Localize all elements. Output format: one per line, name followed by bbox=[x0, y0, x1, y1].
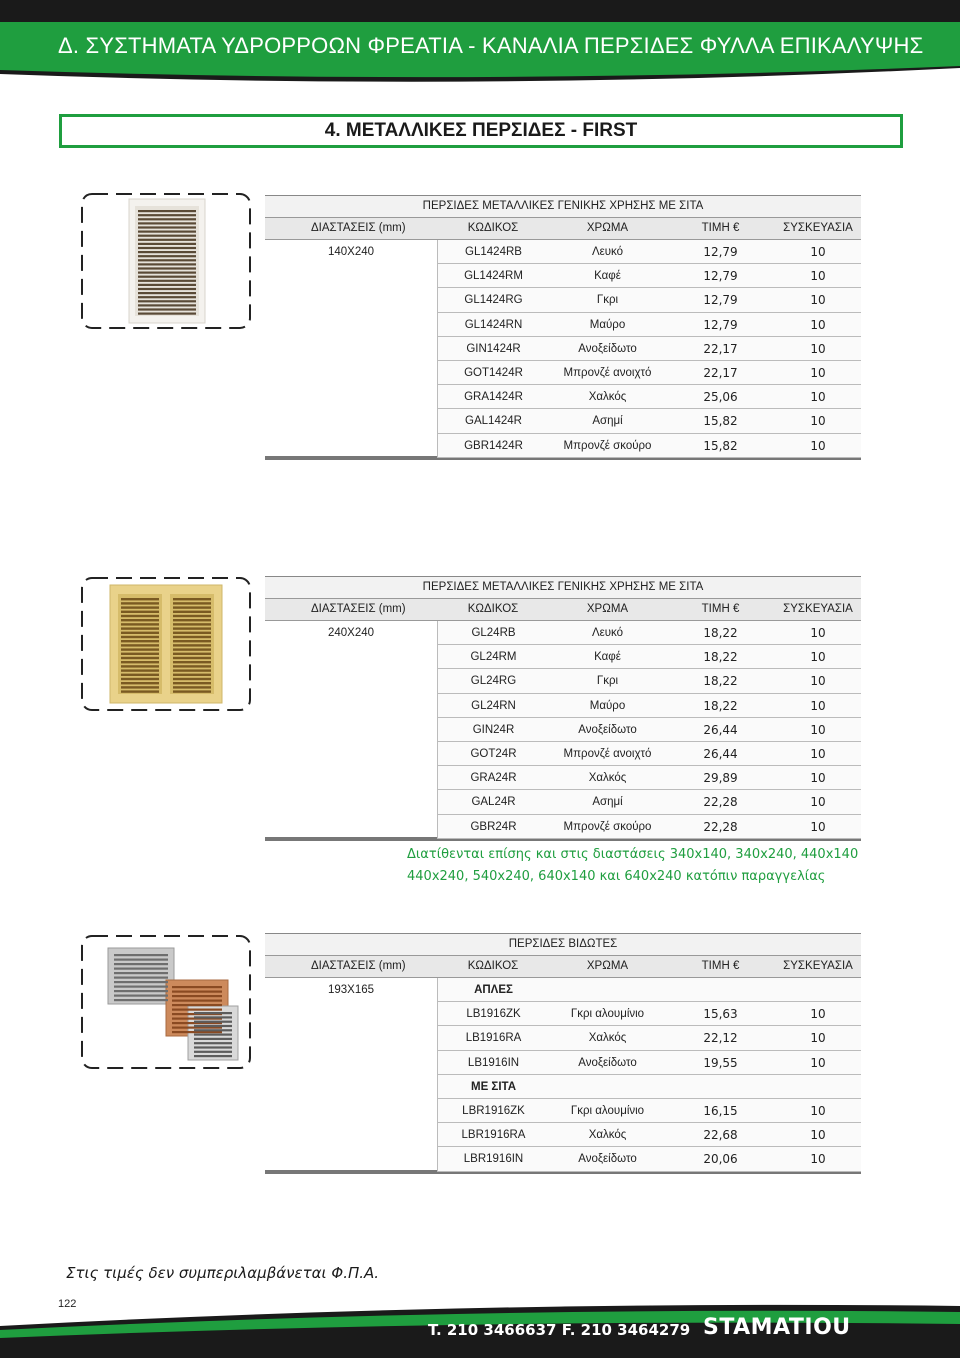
cell-dimensions: 193X165 bbox=[327, 984, 375, 996]
cell-pack: 10 bbox=[775, 815, 861, 839]
cell-pack: 10 bbox=[775, 313, 861, 337]
cell-price: 22,17 bbox=[666, 337, 775, 361]
cell-dimensions bbox=[265, 337, 437, 361]
cell-dimensions bbox=[265, 1002, 437, 1026]
cell-color: Χαλκός bbox=[549, 766, 666, 790]
table-row bbox=[265, 1051, 861, 1075]
table-row bbox=[265, 978, 861, 1002]
cell-pack: 10 bbox=[775, 694, 861, 718]
cell-color: Μπρονζέ σκούρο bbox=[549, 434, 666, 458]
cell-pack: 10 bbox=[775, 621, 861, 645]
col-dimensions: ΔΙΑΣΤΑΣΕΙΣ (mm) bbox=[311, 960, 406, 972]
cell-code: GL1424RG bbox=[437, 288, 549, 312]
cell-dimensions bbox=[265, 1051, 437, 1075]
cell-code: GBR24R bbox=[437, 815, 549, 839]
col-pack: ΣΥΣΚΕΥΑΣΙΑ bbox=[783, 603, 853, 615]
cell-pack bbox=[775, 978, 861, 1002]
table-row bbox=[265, 766, 861, 790]
col-color: ΧΡΩΜΑ bbox=[586, 960, 629, 972]
cell-pack: 10 bbox=[775, 361, 861, 385]
cell-price: 19,55 bbox=[666, 1051, 775, 1075]
cell-color: Γκρι αλουμίνιο bbox=[549, 1099, 666, 1123]
cell-price: 20,06 bbox=[666, 1147, 775, 1171]
cell-dimensions bbox=[265, 790, 437, 814]
col-dimensions: ΔΙΑΣΤΑΣΕΙΣ (mm) bbox=[311, 603, 406, 615]
cell-price: 15,82 bbox=[666, 434, 775, 458]
cell-pack: 10 bbox=[775, 288, 861, 312]
col-code: ΚΩΔΙΚΟΣ bbox=[467, 960, 519, 972]
col-pack: ΣΥΣΚΕΥΑΣΙΑ bbox=[783, 960, 853, 972]
cell-code: GL1424RB bbox=[437, 240, 549, 264]
table-caption: ΠΕΡΣΙΔΕΣ ΜΕΤΑΛΛΙΚΕΣ ΓΕΝΙΚΗΣ ΧΡΗΣΗΣ ΜΕ ΣΙΤΑ bbox=[265, 195, 861, 218]
cell-color: Ασημί bbox=[549, 790, 666, 814]
table-row bbox=[265, 1123, 861, 1147]
col-code: ΚΩΔΙΚΟΣ bbox=[467, 603, 519, 615]
cell-color: Χαλκός bbox=[549, 1123, 666, 1147]
cell-color: Μπρονζέ ανοιχτό bbox=[549, 742, 666, 766]
cell-color: Μπρονζέ σκούρο bbox=[549, 815, 666, 839]
cell-price: 12,79 bbox=[666, 240, 775, 264]
cell-color: Καφέ bbox=[549, 645, 666, 669]
cell-code: GL24RG bbox=[437, 669, 549, 693]
cell-pack bbox=[775, 1075, 861, 1099]
cell-dimensions bbox=[265, 1147, 437, 1171]
cell-code: GL1424RM bbox=[437, 264, 549, 288]
table-row bbox=[265, 313, 861, 337]
cell-dimensions bbox=[265, 694, 437, 718]
cell-price: 26,44 bbox=[666, 742, 775, 766]
cell-code: LBR1916RA bbox=[437, 1123, 549, 1147]
cell-code: GBR1424R bbox=[437, 434, 549, 458]
cell-dimensions bbox=[265, 409, 437, 433]
cell-pack: 10 bbox=[775, 409, 861, 433]
page-footer bbox=[0, 1292, 960, 1358]
col-code: ΚΩΔΙΚΟΣ bbox=[467, 222, 519, 234]
table-row bbox=[265, 1075, 861, 1099]
cell-code: GIN24R bbox=[437, 718, 549, 742]
table-row bbox=[265, 694, 861, 718]
cell-price: 12,79 bbox=[666, 288, 775, 312]
cell-dimensions bbox=[265, 742, 437, 766]
cell-dimensions bbox=[265, 766, 437, 790]
cell-price: 12,79 bbox=[666, 264, 775, 288]
cell-pack: 10 bbox=[775, 434, 861, 458]
col-price: ΤΙΜΗ € bbox=[701, 222, 740, 234]
cell-color: Καφέ bbox=[549, 264, 666, 288]
col-color: ΧΡΩΜΑ bbox=[586, 222, 629, 234]
page-header bbox=[0, 0, 960, 95]
table-row bbox=[265, 815, 861, 841]
cell-pack: 10 bbox=[775, 1002, 861, 1026]
contact-phones: T. 210 3466637 F. 210 3464279 bbox=[428, 1321, 691, 1339]
cell-dimensions bbox=[265, 361, 437, 385]
col-dimensions: ΔΙΑΣΤΑΣΕΙΣ (mm) bbox=[311, 222, 406, 234]
cell-dimensions: 240X240 bbox=[327, 627, 375, 639]
cell-dimensions bbox=[265, 1075, 437, 1099]
vat-note: Στις τιμές δεν συμπεριλαμβάνεται Φ.Π.Α. bbox=[66, 1264, 380, 1282]
section-title: 4. ΜΕΤΑΛΛΙΚΕΣ ΠΕΡΣΙΔΕΣ - FIRST bbox=[59, 114, 903, 148]
cell-code: GL24RB bbox=[437, 621, 549, 645]
col-color: ΧΡΩΜΑ bbox=[586, 603, 629, 615]
table-row bbox=[265, 645, 861, 669]
cell-dimensions bbox=[265, 645, 437, 669]
cell-color: Ανοξείδωτο bbox=[549, 718, 666, 742]
cell-price: 22,17 bbox=[666, 361, 775, 385]
table-row bbox=[265, 669, 861, 693]
cell-code: LBR1916IN bbox=[437, 1147, 549, 1171]
cell-dimensions bbox=[265, 313, 437, 337]
cell-color: Γκρι αλουμίνιο bbox=[549, 1002, 666, 1026]
table-screw-louvers bbox=[265, 933, 861, 1174]
cell-code: GL24RN bbox=[437, 694, 549, 718]
cell-pack: 10 bbox=[775, 790, 861, 814]
cell-price: 16,15 bbox=[666, 1099, 775, 1123]
cell-price: 12,79 bbox=[666, 313, 775, 337]
cell-dimensions bbox=[265, 718, 437, 742]
table-row bbox=[265, 288, 861, 312]
cell-code: GAL1424R bbox=[437, 409, 549, 433]
table-header-row bbox=[265, 956, 861, 978]
cell-pack: 10 bbox=[775, 1099, 861, 1123]
cell-price: 18,22 bbox=[666, 621, 775, 645]
col-pack: ΣΥΣΚΕΥΑΣΙΑ bbox=[783, 222, 853, 234]
cell-dimensions bbox=[265, 434, 437, 458]
cell-price: 22,28 bbox=[666, 790, 775, 814]
table-row bbox=[265, 264, 861, 288]
cell-pack: 10 bbox=[775, 1147, 861, 1171]
cell-dimensions bbox=[265, 1026, 437, 1050]
cell-color: Λευκό bbox=[549, 621, 666, 645]
table-row bbox=[265, 718, 861, 742]
table-row bbox=[265, 337, 861, 361]
table-row bbox=[265, 434, 861, 460]
chapter-title: Δ. ΣΥΣΤΗΜΑΤΑ ΥΔΡΟΡΡΟΩΝ ΦΡΕΑΤΙΑ - ΚΑΝΑΛΙΑ ΠΕΡΣΙΔΕΣ ΦΥΛΛΑ ΕΠΙΚΑΛΥΨΗΣ bbox=[58, 33, 924, 58]
cell-color: Ανοξείδωτο bbox=[549, 337, 666, 361]
cell-code: GL1424RN bbox=[437, 313, 549, 337]
cell-pack: 10 bbox=[775, 669, 861, 693]
cell-dimensions bbox=[265, 669, 437, 693]
cell-code: GIN1424R bbox=[437, 337, 549, 361]
table-row bbox=[265, 385, 861, 409]
cell-color: Μαύρο bbox=[549, 694, 666, 718]
table-general-louvers-140x240 bbox=[265, 195, 861, 460]
cell-color: Γκρι bbox=[549, 288, 666, 312]
cell-code: GRA1424R bbox=[437, 385, 549, 409]
cell-code: GL24RM bbox=[437, 645, 549, 669]
cell-code: GOT1424R bbox=[437, 361, 549, 385]
cell-pack: 10 bbox=[775, 645, 861, 669]
availability-note bbox=[407, 844, 887, 888]
table-row bbox=[265, 240, 861, 264]
cell-dimensions bbox=[265, 815, 437, 839]
cell-color bbox=[549, 1075, 666, 1099]
cell-pack: 10 bbox=[775, 1026, 861, 1050]
cell-color: Ανοξείδωτο bbox=[549, 1147, 666, 1171]
cell-dimensions: 140X240 bbox=[327, 246, 375, 258]
cell-price: 18,22 bbox=[666, 694, 775, 718]
screw-louvers-image bbox=[80, 934, 252, 1070]
availability-line-2: 440x240, 540x240, 640x140 και 640x240 κατόπιν παραγγελίας bbox=[407, 869, 826, 884]
cell-price: 22,68 bbox=[666, 1123, 775, 1147]
cell-price: 25,06 bbox=[666, 385, 775, 409]
cell-price bbox=[666, 1075, 775, 1099]
cell-color bbox=[549, 978, 666, 1002]
cell-pack: 10 bbox=[775, 1051, 861, 1075]
cell-price: 29,89 bbox=[666, 766, 775, 790]
cell-price: 15,63 bbox=[666, 1002, 775, 1026]
cell-pack: 10 bbox=[775, 1123, 861, 1147]
cell-price: 18,22 bbox=[666, 645, 775, 669]
louver-140x240-image bbox=[80, 192, 252, 330]
cell-pack: 10 bbox=[775, 385, 861, 409]
cell-code: GRA24R bbox=[437, 766, 549, 790]
table-row bbox=[265, 742, 861, 766]
cell-pack: 10 bbox=[775, 264, 861, 288]
table-row bbox=[265, 361, 861, 385]
cell-color: Μαύρο bbox=[549, 313, 666, 337]
table-row bbox=[265, 790, 861, 814]
cell-color: Μπρονζέ ανοιχτό bbox=[549, 361, 666, 385]
cell-dimensions bbox=[265, 1123, 437, 1147]
cell-pack: 10 bbox=[775, 742, 861, 766]
cell-dimensions bbox=[265, 1099, 437, 1123]
cell-pack: 10 bbox=[775, 337, 861, 361]
availability-line-1: Διατίθενται επίσης και στις διαστάσεις 340x140, 340x240, 440x140 bbox=[407, 847, 859, 862]
cell-code: LB1916IN bbox=[437, 1051, 549, 1075]
cell-dimensions bbox=[265, 264, 437, 288]
table-caption: ΠΕΡΣΙΔΕΣ ΒΙΔΩΤΕΣ bbox=[265, 933, 861, 956]
louver-240x240-image bbox=[80, 576, 252, 712]
col-price: ΤΙΜΗ € bbox=[701, 603, 740, 615]
cell-color: Ασημί bbox=[549, 409, 666, 433]
cell-code: LBR1916ZK bbox=[437, 1099, 549, 1123]
table-header-row bbox=[265, 599, 861, 621]
cell-color: Χαλκός bbox=[549, 385, 666, 409]
cell-subheader: ΑΠΛΕΣ bbox=[437, 978, 549, 1002]
cell-pack: 10 bbox=[775, 240, 861, 264]
cell-color: Λευκό bbox=[549, 240, 666, 264]
table-row bbox=[265, 1002, 861, 1026]
cell-color: Χαλκός bbox=[549, 1026, 666, 1050]
table-row bbox=[265, 1147, 861, 1173]
brand-logo: STAMATIOU bbox=[703, 1315, 851, 1340]
col-price: ΤΙΜΗ € bbox=[701, 960, 740, 972]
table-general-louvers-240x240 bbox=[265, 576, 861, 841]
cell-pack: 10 bbox=[775, 766, 861, 790]
table-row bbox=[265, 621, 861, 645]
cell-pack: 10 bbox=[775, 718, 861, 742]
table-row bbox=[265, 409, 861, 433]
cell-price: 15,82 bbox=[666, 409, 775, 433]
cell-code: GOT24R bbox=[437, 742, 549, 766]
cell-price: 22,12 bbox=[666, 1026, 775, 1050]
cell-color: Ανοξείδωτο bbox=[549, 1051, 666, 1075]
cell-price bbox=[666, 978, 775, 1002]
cell-dimensions bbox=[265, 385, 437, 409]
cell-dimensions bbox=[265, 288, 437, 312]
table-header-row bbox=[265, 218, 861, 240]
cell-code: LB1916RA bbox=[437, 1026, 549, 1050]
cell-price: 22,28 bbox=[666, 815, 775, 839]
page-number: 122 bbox=[58, 1298, 77, 1310]
cell-price: 26,44 bbox=[666, 718, 775, 742]
cell-color: Γκρι bbox=[549, 669, 666, 693]
table-caption: ΠΕΡΣΙΔΕΣ ΜΕΤΑΛΛΙΚΕΣ ΓΕΝΙΚΗΣ ΧΡΗΣΗΣ ΜΕ ΣΙΤΑ bbox=[265, 576, 861, 599]
cell-code: LB1916ZK bbox=[437, 1002, 549, 1026]
cell-code: GAL24R bbox=[437, 790, 549, 814]
table-row bbox=[265, 1026, 861, 1050]
cell-subheader: ΜΕ ΣΙΤΑ bbox=[437, 1075, 549, 1099]
table-row bbox=[265, 1099, 861, 1123]
cell-price: 18,22 bbox=[666, 669, 775, 693]
